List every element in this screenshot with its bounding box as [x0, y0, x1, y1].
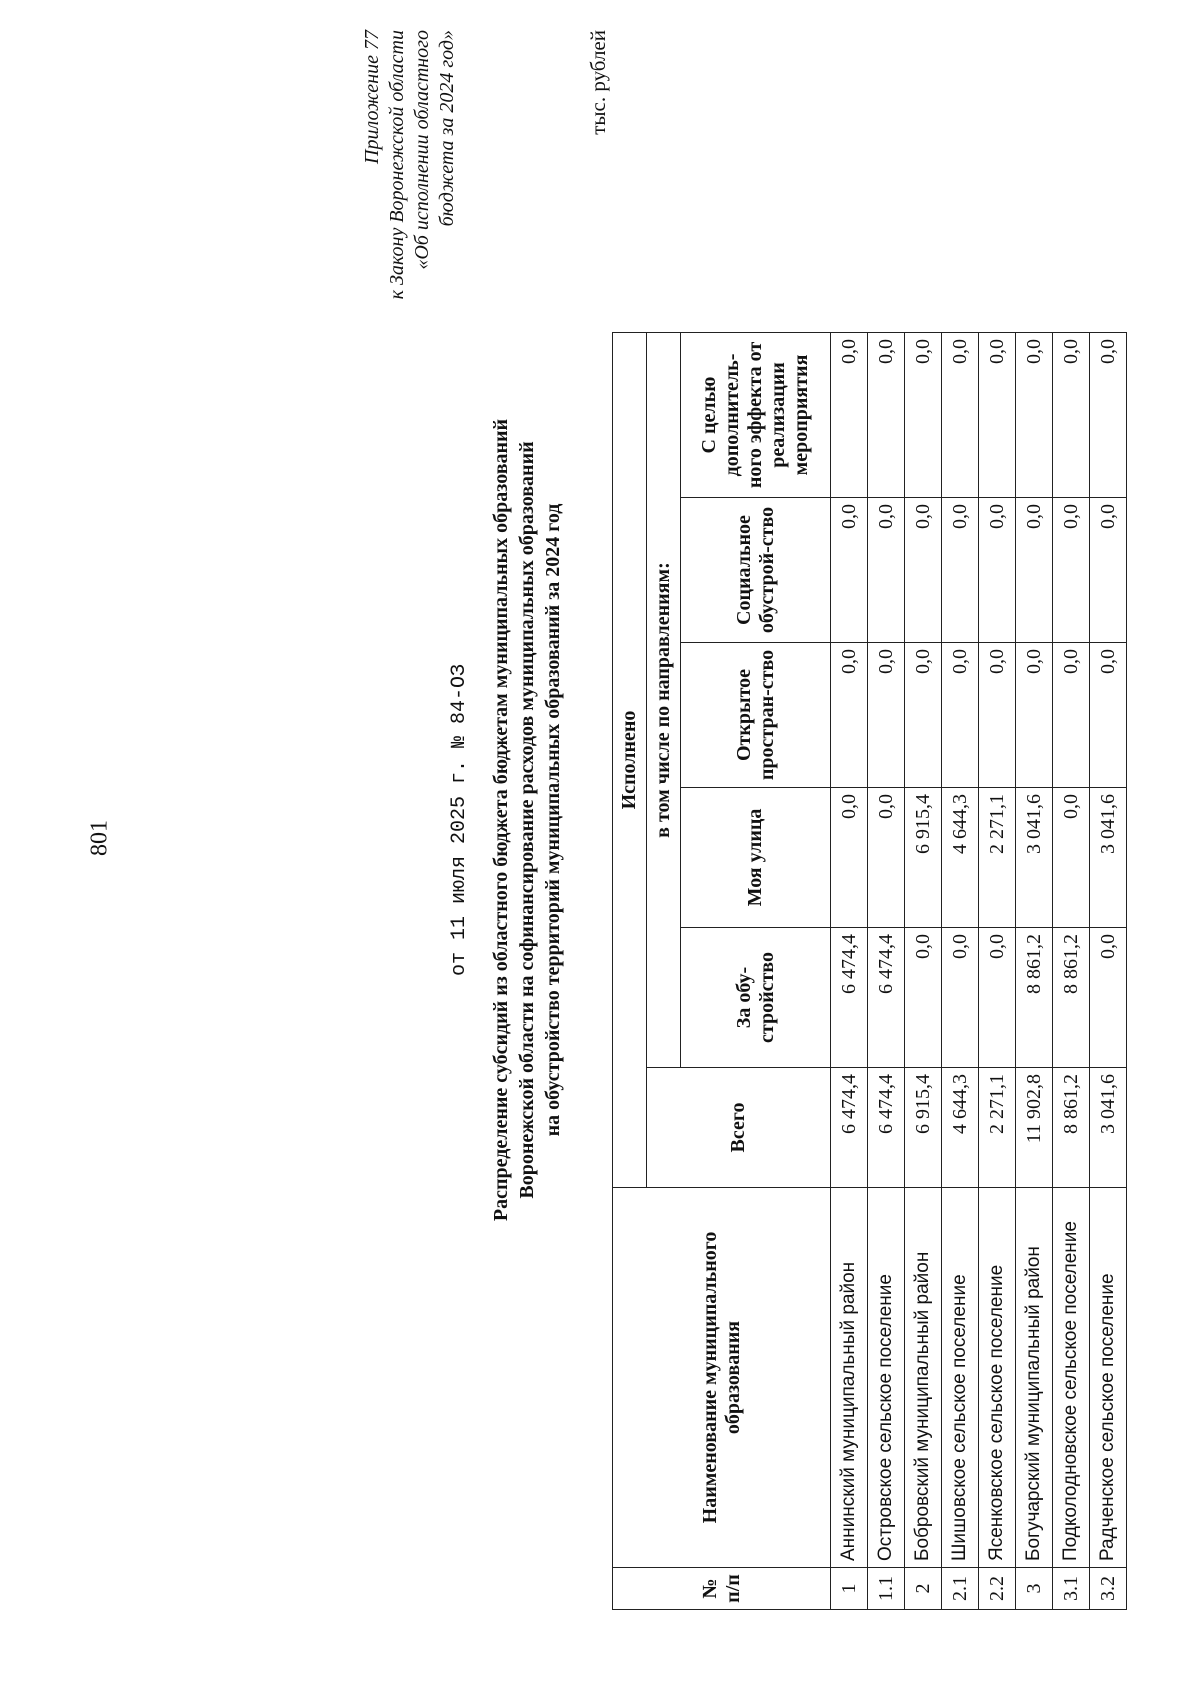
- appendix-line-4: бюджета за 2024 год»: [436, 30, 458, 227]
- row-additional-effect: 0,0: [979, 333, 1016, 498]
- row-improvement: 0,0: [979, 928, 1016, 1068]
- row-num: 3.1: [1053, 1568, 1090, 1610]
- row-social: 0,0: [905, 498, 942, 643]
- row-additional-effect: 0,0: [831, 333, 868, 498]
- row-additional-effect: 0,0: [1016, 333, 1053, 498]
- rotated-document: [360, 30, 1200, 1610]
- row-open-space: 0,0: [868, 643, 905, 788]
- law-reference: от 11 июля 2025 г. № 84-ОЗ: [448, 663, 471, 977]
- header-col-social: Социальное обустрой-ство: [681, 498, 831, 643]
- row-my-street: 3 041,6: [1016, 788, 1053, 928]
- row-social: 0,0: [831, 498, 868, 643]
- table-row: [1016, 333, 1053, 1610]
- row-social: 0,0: [942, 498, 979, 643]
- row-my-street: 0,0: [1053, 788, 1090, 928]
- header-col-improvement: За обу-стройство: [681, 928, 831, 1068]
- header-col-my-street: Моя улица: [681, 788, 831, 928]
- subsidies-table: [612, 332, 1127, 1610]
- row-name: Ясенковское сельское поселение: [979, 1188, 1016, 1568]
- row-improvement: 8 861,2: [1053, 928, 1090, 1068]
- row-additional-effect: 0,0: [905, 333, 942, 498]
- row-improvement: 6 474,4: [831, 928, 868, 1068]
- row-my-street: 0,0: [868, 788, 905, 928]
- row-social: 0,0: [1016, 498, 1053, 643]
- row-my-street: 2 271,1: [979, 788, 1016, 928]
- header-executed: Исполнено: [613, 333, 647, 1188]
- appendix-line-3: «Об исполнении областного: [411, 30, 433, 270]
- row-num: 3: [1016, 1568, 1053, 1610]
- row-improvement: 6 474,4: [868, 928, 905, 1068]
- row-open-space: 0,0: [1016, 643, 1053, 788]
- row-total: 11 902,8: [1016, 1068, 1053, 1188]
- row-name: Шишовское сельское поселение: [942, 1188, 979, 1568]
- title-line-2: Воронежской области на софинансирование расходов муниципальных образований: [516, 441, 538, 1199]
- units-label: тыс. рублей: [586, 30, 610, 135]
- row-open-space: 0,0: [1090, 643, 1127, 788]
- row-improvement: 0,0: [1090, 928, 1127, 1068]
- title-line-3: на обустройство территорий муниципальных образований за 2024 год: [542, 503, 564, 1137]
- row-total: 6 915,4: [905, 1068, 942, 1188]
- appendix-line-2: к Закону Воронежской области: [386, 30, 408, 300]
- row-total: 8 861,2: [1053, 1068, 1090, 1188]
- row-name: Бобровский муниципальный район: [905, 1188, 942, 1568]
- appendix-line-1: Приложение 77: [361, 30, 383, 164]
- row-num: 1.1: [868, 1568, 905, 1610]
- row-num: 2.1: [942, 1568, 979, 1610]
- title-line-1: Распределение субсидий из областного бюджета бюджетам муниципальных образований: [490, 418, 512, 1222]
- header-total: Всего: [647, 1068, 831, 1188]
- row-total: 3 041,6: [1090, 1068, 1127, 1188]
- row-name: Подколодновское сельское поселение: [1053, 1188, 1090, 1568]
- row-additional-effect: 0,0: [942, 333, 979, 498]
- row-num: 3.2: [1090, 1568, 1127, 1610]
- row-open-space: 0,0: [1053, 643, 1090, 788]
- appendix-header: [360, 30, 460, 299]
- table-row: [905, 333, 942, 1610]
- row-improvement: 0,0: [942, 928, 979, 1068]
- row-additional-effect: 0,0: [868, 333, 905, 498]
- row-open-space: 0,0: [979, 643, 1016, 788]
- row-num: 2: [905, 1568, 942, 1610]
- row-social: 0,0: [868, 498, 905, 643]
- header-name: Наименование муниципального образования: [613, 1188, 831, 1568]
- row-open-space: 0,0: [942, 643, 979, 788]
- row-my-street: 3 041,6: [1090, 788, 1127, 928]
- table-row: [868, 333, 905, 1610]
- row-social: 0,0: [1053, 498, 1090, 643]
- table-row: [1090, 333, 1127, 1610]
- table-row: [831, 333, 868, 1610]
- page-number: 801: [86, 820, 113, 856]
- row-my-street: 0,0: [831, 788, 868, 928]
- row-total: 2 271,1: [979, 1068, 1016, 1188]
- header-num: № п/п: [613, 1568, 831, 1610]
- header-including: в том числе по направлениям:: [647, 333, 681, 1068]
- row-num: 2.2: [979, 1568, 1016, 1610]
- row-improvement: 0,0: [905, 928, 942, 1068]
- header-col-additional-effect: С целью дополнитель-ного эффекта от реализации мероприятия: [681, 333, 831, 498]
- row-total: 4 644,3: [942, 1068, 979, 1188]
- table-row: [979, 333, 1016, 1610]
- row-total: 6 474,4: [868, 1068, 905, 1188]
- row-name: Богучарский муниципальный район: [1016, 1188, 1053, 1568]
- row-my-street: 6 915,4: [905, 788, 942, 928]
- row-total: 6 474,4: [831, 1068, 868, 1188]
- document-title: [488, 30, 566, 1610]
- row-improvement: 8 861,2: [1016, 928, 1053, 1068]
- row-num: 1: [831, 1568, 868, 1610]
- row-social: 0,0: [979, 498, 1016, 643]
- row-name: Аннинский муниципальный район: [831, 1188, 868, 1568]
- row-open-space: 0,0: [905, 643, 942, 788]
- row-open-space: 0,0: [831, 643, 868, 788]
- header-col-open-space: Открытое простран-ство: [681, 643, 831, 788]
- row-additional-effect: 0,0: [1053, 333, 1090, 498]
- row-my-street: 4 644,3: [942, 788, 979, 928]
- row-name: Островское сельское поселение: [868, 1188, 905, 1568]
- table-row: [1053, 333, 1090, 1610]
- table-row: [942, 333, 979, 1610]
- row-additional-effect: 0,0: [1090, 333, 1127, 498]
- row-name: Радченское сельское поселение: [1090, 1188, 1127, 1568]
- row-social: 0,0: [1090, 498, 1127, 643]
